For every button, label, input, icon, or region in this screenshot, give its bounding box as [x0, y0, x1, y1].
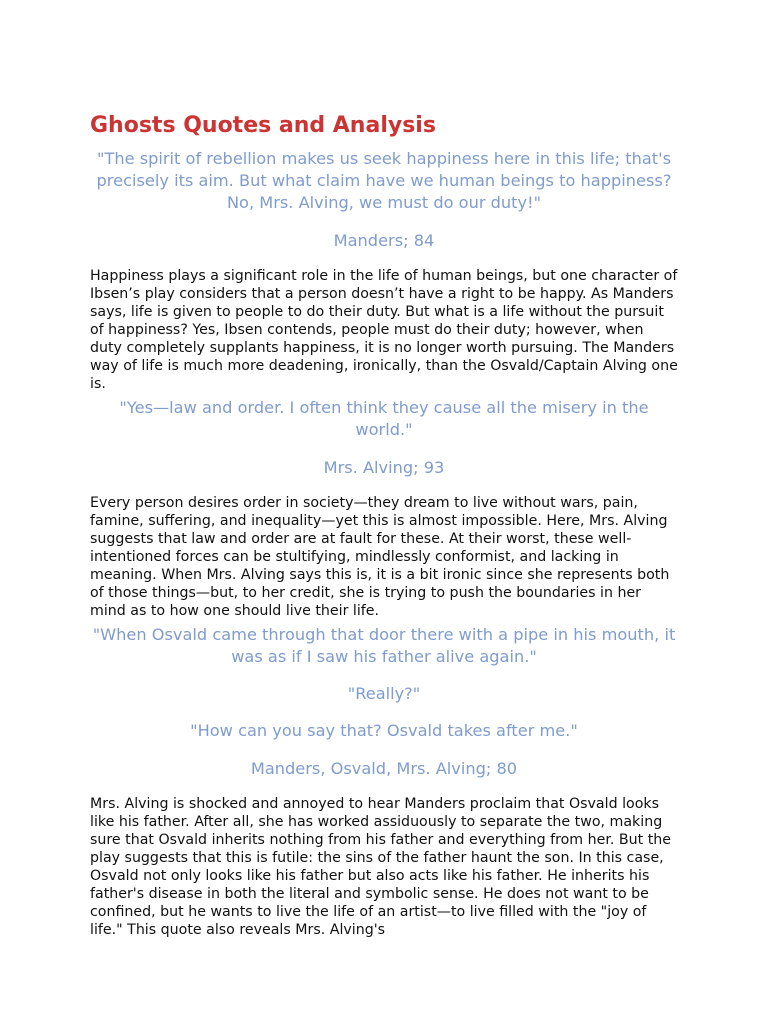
quote-attribution: Mrs. Alving; 93 — [323, 458, 445, 477]
quote: "How can you say that? Osvald takes after me." — [190, 721, 578, 740]
analysis-paragraph: Mrs. Alving is shocked and annoyed to hear Manders proclaim that Osvald looks like his father. After all, she has worked assiduously to separate the two, making sure that Osvald inherits nothing from his father and everything from her. But the play suggests that this is futile: the sins of the father haunt the son. In this case, Osvald not only looks like his father but also acts like his father. He inherits his father's disease in both the literal and symbolic sense. He does not want to be confined, but he wants to live the life of an artist—to live filled with the "joy of life." This quote also reveals Mrs. Alving's — [90, 796, 671, 938]
quote: "Yes—law and order. I often think they cause all the misery in the world." — [119, 398, 649, 439]
quote: "When Osvald came through that door there with a pipe in his mouth, it was as if I saw his father alive again." — [92, 625, 676, 666]
quote-attribution: Manders; 84 — [333, 231, 435, 250]
analysis-paragraph: Every person desires order in society—they dream to live without wars, pain, famine, suffering, and inequality—yet this is almost impossible. Here, Mrs. Alving suggests that law and order are at fault for these. At their worst, these well-intentioned forces can be stultifying, mindlessly conformist, and lacking in meaning. When Mrs. Alving says this is, it is a bit ironic since she represents both of those things—but, to her credit, she is trying to push the boundaries in her mind as to how one should live their life. — [90, 495, 670, 619]
page-title: Ghosts Quotes and Analysis — [90, 113, 436, 138]
quote: "Really?" — [347, 684, 421, 703]
quote: "The spirit of rebellion makes us seek happiness here in this life; that's precisely its aim. But what claim have we human beings to happiness? No, Mrs. Alving, we must do our duty!" — [96, 149, 672, 212]
analysis-paragraph: Happiness plays a significant role in the life of human beings, but one character of Ibsen’s play considers that a person doesn’t have a right to be happy. As Manders says, life is given to people to do their duty. But what is a life without the pursuit of happiness? Yes, Ibsen contends, people must do their duty; however, when duty completely supplants happiness, it is no longer worth pursuing. The Manders way of life is much more deadening, ironically, than the Osvald/Captain Alving one is. — [90, 268, 678, 392]
quote-attribution: Manders, Osvald, Mrs. Alving; 80 — [250, 759, 518, 778]
